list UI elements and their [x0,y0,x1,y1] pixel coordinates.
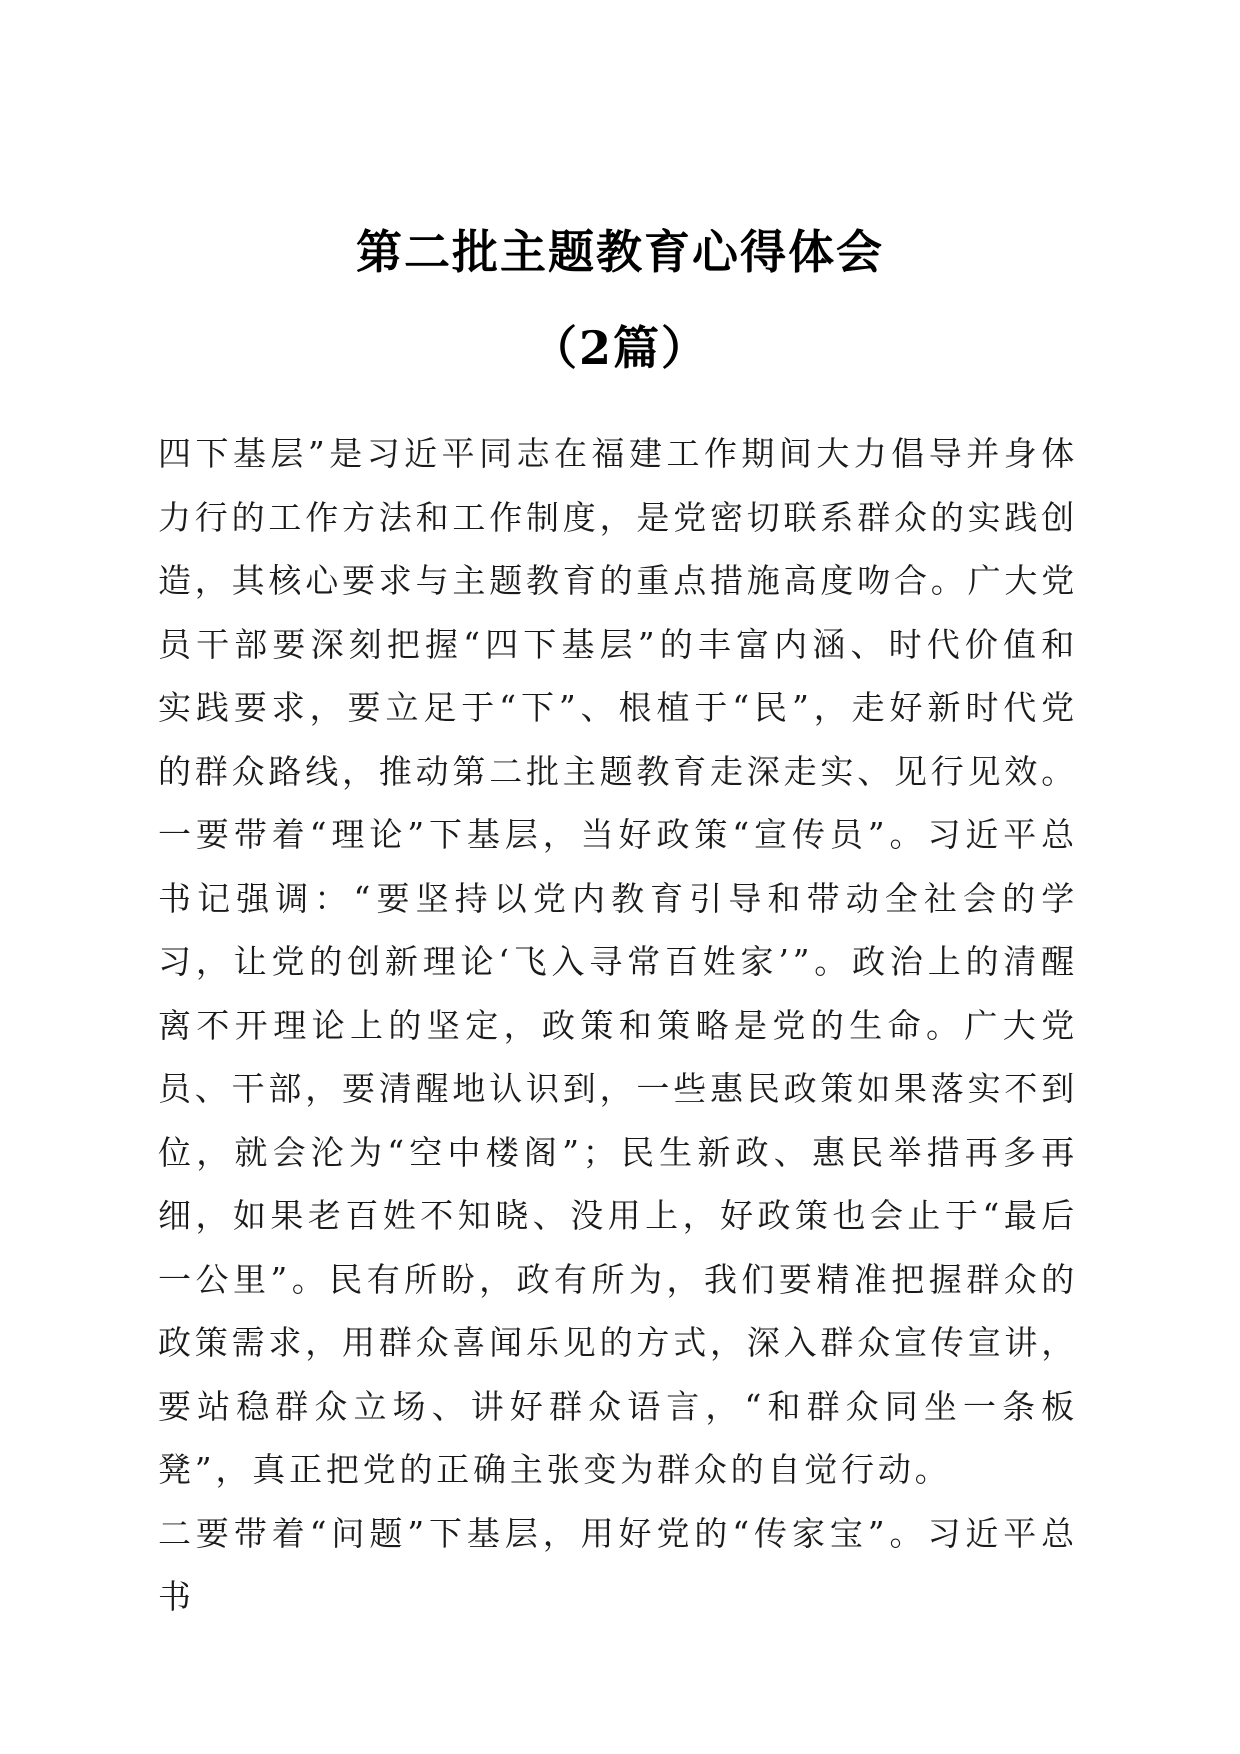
document-body [158,422,1078,1629]
paragraph-intro: 四下基层”是习近平同志在福建工作期间大力倡导并身体力行的工作方法和工作制度，是党密切联系群众的实践创造，其核心要求与主题教育的重点措施高度吻合。广大党员干部要深刻把握“四下基层”的丰富内涵、时代价值和实践要求，要立足于“下”、根植于“民”，走好新时代党的群众路线，推动第二批主题教育走深走实、见行见效。 [158,434,1078,791]
document-title: 第二批主题教育心得体会 [356,225,884,279]
paragraph-point-one: 一要带着“理论”下基层，当好政策“宣传员”。习近平总书记强调：“要坚持以党内教育引导和带动全社会的学习，让党的创新理论‘飞入寻常百姓家’”。政治上的清醒离不开理论上的坚定，政策和策略是党的生命。广大党员、干部，要清醒地认识到，一些惠民政策如果落实不到位，就会沦为“空中楼阁”；民生新政、惠民举措再多再细，如果老百姓不知晓、没用上，好政策也会止于“最后一公里”。民有所盼，政有所为，我们要精准把握群众的政策需求，用群众喜闻乐见的方式，深入群众宣传宣讲，要站稳群众立场、讲好群众语言，“和群众同坐一条板凳”，真正把党的正确主张变为群众的自觉行动。 [158,815,1078,1489]
document-subtitle: （2篇） [530,321,709,375]
paragraph-point-two: 二要带着“问题”下基层，用好党的“传家宝”。习近平总书 [158,1513,1078,1616]
